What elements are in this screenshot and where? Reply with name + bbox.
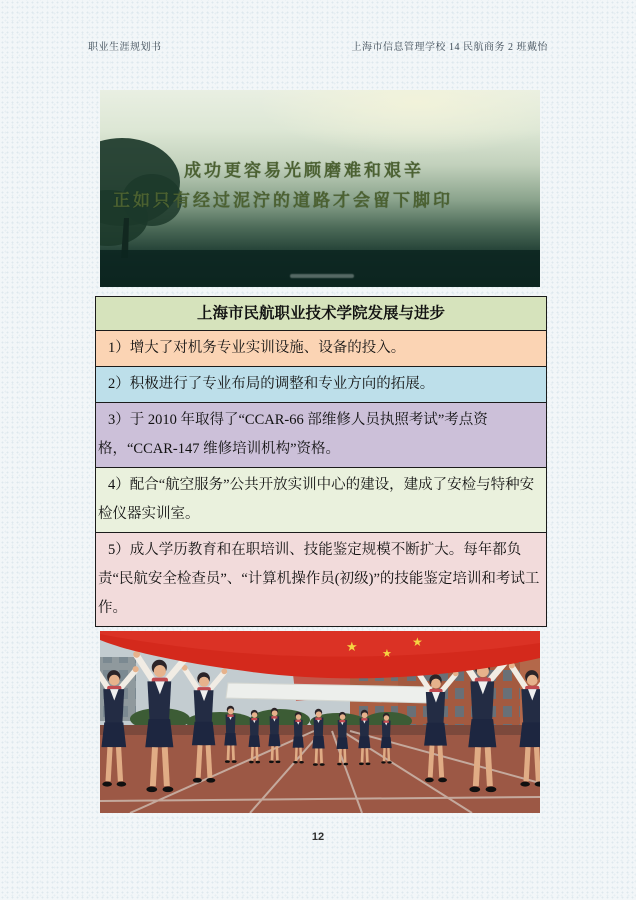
table-row: 5）成人学历教育和在职培训、技能鉴定规模不断扩大。每年都负责“民航安全检查员”、“计算机操作员(初级)”的技能鉴定培训和考试工作。	[96, 533, 546, 626]
header-left-text: 职业生涯规划书	[88, 42, 162, 53]
flag-star: ★	[346, 639, 358, 654]
flag-star: ★	[412, 635, 423, 649]
quote-line-1: 成功更容易光顾磨难和艰辛	[184, 161, 424, 180]
page-number: 12	[311, 831, 325, 843]
page-header	[88, 38, 548, 53]
header-right-text: 上海市信息管理学校 14 民航商务 2 班戴怡	[351, 42, 548, 53]
quote-line-2: 正如只有经过泥泞的道路才会留下脚印	[113, 191, 453, 210]
flag-star: ★	[382, 648, 392, 660]
table-title-row: 上海市民航职业技术学院发展与进步	[96, 297, 546, 331]
dark-field-ground	[100, 250, 540, 287]
table-row: 4）配合“航空服务”公共开放实训中心的建设，建成了安检与特种安检仪器实训室。	[96, 468, 546, 533]
students-photo	[100, 631, 540, 813]
quote-image	[100, 90, 540, 287]
table-row: 2）积极进行了专业布局的调整和专业方向的拓展。	[96, 367, 546, 403]
info-table	[95, 296, 547, 627]
table-row: 1）增大了对机务专业实训设施、设备的投入。	[96, 331, 546, 367]
table-row: 3）于 2010 年取得了“CCAR-66 部维修人员执照考试”考点资格，“CCAR-147 维修培训机构”资格。	[96, 403, 546, 468]
watermark-smudge	[290, 274, 354, 278]
